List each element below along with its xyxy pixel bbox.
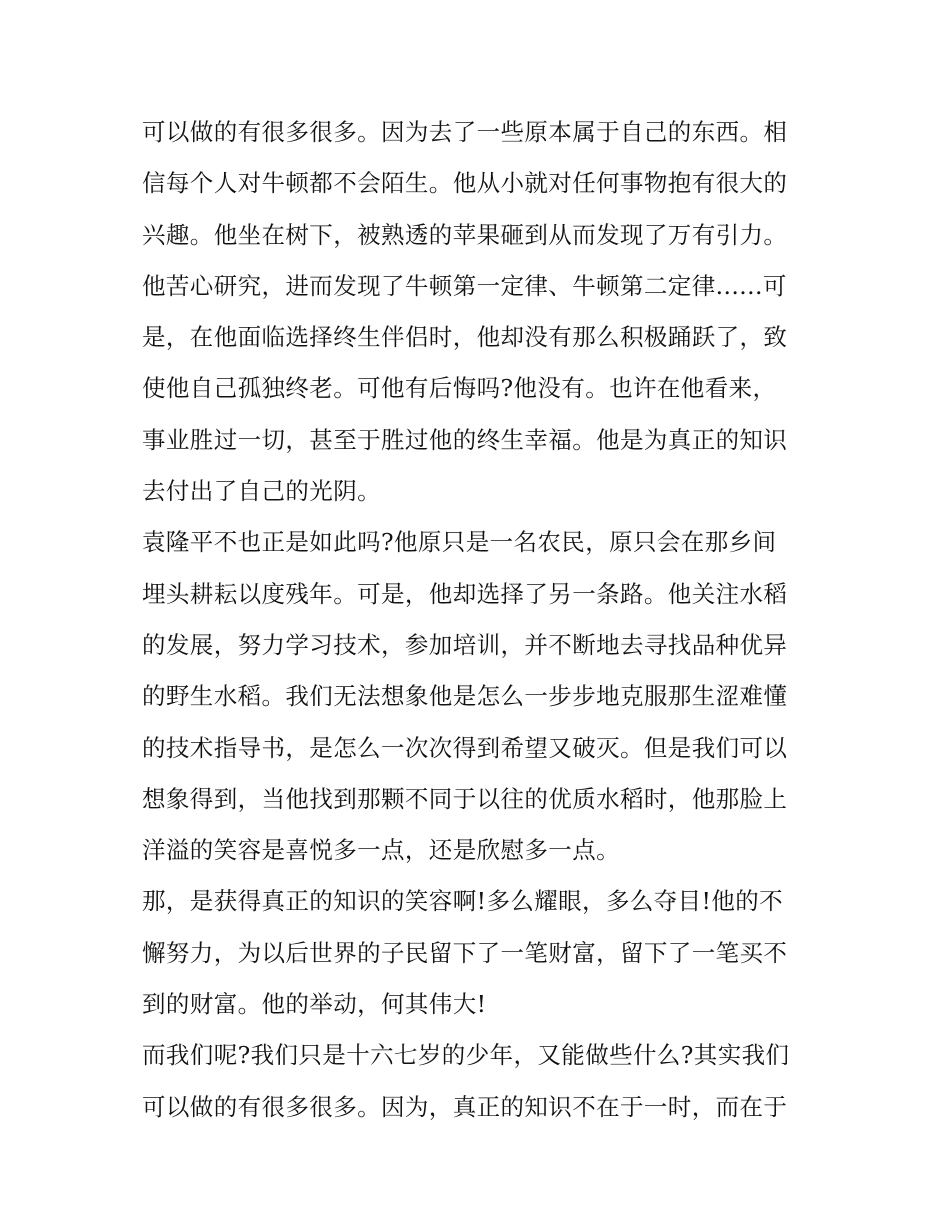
text-line: 洋溢的笑容是喜悦多一点，还是欣慰多一点。 bbox=[142, 836, 620, 865]
text-line: 可以做的有很多很多。因为去了一些原本属于自己的东西。相 bbox=[142, 118, 788, 146]
text-line: 信每个人对牛顿都不会陌生。他从小就对任何事物抱有很大的 bbox=[142, 169, 788, 198]
text-line: 是，在他面临选择终生伴侣时，他却没有那么积极踊跃了，致 bbox=[142, 323, 788, 352]
text-line: 袁隆平不也正是如此吗?他原只是一名农民，原只会在那乡间 bbox=[142, 528, 777, 557]
text-line: 的技术指导书，是怎么一次次得到希望又破灭。但是我们可以 bbox=[142, 733, 788, 762]
text-line: 那，是获得真正的知识的笑容啊!多么耀眼，多么夺目!他的不 bbox=[142, 887, 784, 916]
text-line: 而我们呢?我们只是十六七岁的少年，又能做些什么?其实我们 bbox=[142, 1041, 790, 1070]
text-line: 的发展，努力学习技术，参加培训，并不断地去寻找品种优异 bbox=[142, 630, 788, 659]
text-line: 的野生水稻。我们无法想象他是怎么一步步地克服那生涩难懂 bbox=[142, 682, 788, 711]
text-line: 埋头耕耘以度残年。可是，他却选择了另一条路。他关注水稻 bbox=[142, 579, 788, 608]
text-line: 使他自己孤独终老。可他有后悔吗?他没有。也许在他看来， bbox=[142, 374, 777, 403]
text-line: 他苦心研究，进而发现了牛顿第一定律、牛顿第二定律......可 bbox=[142, 271, 787, 300]
text-line: 懈努力，为以后世界的子民留下了一笔财富，留下了一笔买不 bbox=[142, 938, 788, 967]
text-line: 去付出了自己的光阴。 bbox=[142, 477, 381, 506]
text-line: 到的财富。他的举动，何其伟大! bbox=[142, 990, 487, 1019]
text-line: 想象得到，当他找到那颗不同于以往的优质水稻时，他那脸上 bbox=[142, 784, 788, 813]
text-line: 事业胜过一切，甚至于胜过他的终生幸福。他是为真正的知识 bbox=[142, 425, 788, 454]
document-body bbox=[142, 107, 822, 1133]
text-line: 兴趣。他坐在树下，被熟透的苹果砸到从而发现了万有引力。 bbox=[142, 220, 788, 249]
text-line: 可以做的有很多很多。因为，真正的知识不在于一时，而在于 bbox=[142, 1092, 788, 1121]
